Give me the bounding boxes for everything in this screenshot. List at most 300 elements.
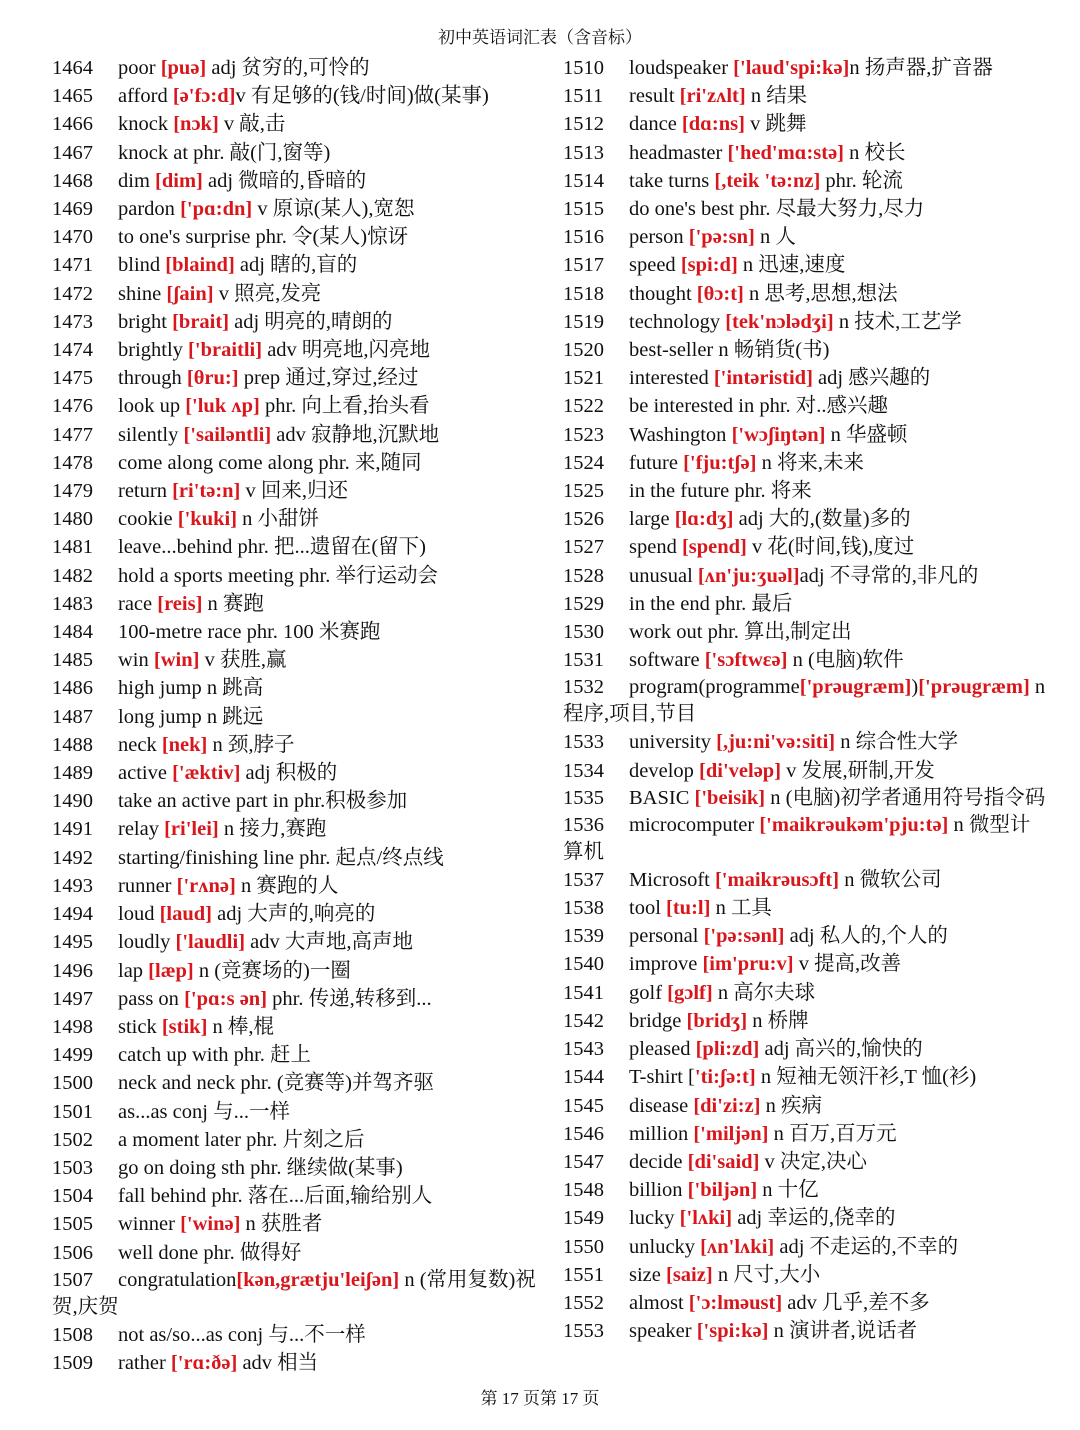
entry-number: 1484 — [52, 621, 93, 644]
vocab-entry — [563, 392, 1048, 420]
vocab-entry — [563, 54, 1048, 82]
entry-phonetic: [saiz] — [666, 1263, 713, 1286]
vocab-entry — [563, 1120, 1048, 1148]
entry-number: 1501 — [52, 1100, 93, 1123]
vocab-entry — [563, 477, 1048, 505]
entry-phonetic: ['sɔftwεə] — [704, 649, 788, 672]
entry-phonetic: ['maikrəukəm'pju:tə] — [759, 813, 949, 836]
entry-word: cookie — [118, 508, 178, 531]
entry-definition: n 校长 — [844, 141, 906, 164]
entry-number: 1545 — [563, 1094, 604, 1117]
entry-word: poor — [118, 57, 161, 79]
vocab-entry — [563, 139, 1048, 167]
vocab-entry — [52, 787, 552, 815]
vocab-entry — [52, 110, 552, 138]
entry-word: interested — [629, 367, 714, 390]
vocab-entry — [52, 505, 552, 533]
entry-definition: adj 明亮的,晴朗的 — [229, 310, 393, 333]
entry-number: 1547 — [563, 1150, 604, 1173]
vocab-entry — [52, 1098, 552, 1126]
entry-word: 100-metre race phr. 100 米赛跑 — [118, 621, 381, 644]
vocab-entry — [52, 1013, 552, 1041]
entry-word: work out phr. 算出,制定出 — [629, 621, 852, 644]
entry-word: golf — [629, 981, 668, 1004]
entry-number: 1499 — [52, 1044, 93, 1067]
entry-definition: adj 私人的,个人的 — [784, 925, 948, 948]
entry-number: 1510 — [563, 57, 604, 79]
entry-word: through — [118, 367, 187, 390]
entry-number: 1497 — [52, 987, 93, 1010]
entry-word: almost — [629, 1291, 689, 1314]
vocab-entry — [563, 82, 1048, 110]
entry-number: 1485 — [52, 649, 93, 672]
entry-phonetic: [ʃain] — [166, 282, 214, 305]
entry-number: 1469 — [52, 198, 93, 221]
entry-word: pleased — [629, 1038, 696, 1061]
vocab-entry — [52, 449, 552, 477]
entry-number: 1540 — [563, 953, 604, 976]
vocab-entry — [52, 928, 552, 956]
entry-number: 1530 — [563, 621, 604, 644]
entry-definition: n 将来,未来 — [756, 451, 865, 474]
entry-definition: n 疾病 — [760, 1094, 822, 1117]
entry-definition: n 工具 — [710, 897, 772, 920]
entry-definition: adj 大声的,响亮的 — [211, 903, 376, 926]
entry-phonetic: ['miljən] — [693, 1122, 769, 1145]
entry-definition: n 接力,赛跑 — [218, 818, 327, 841]
entry-definition: n 综合性大学 — [835, 731, 959, 754]
vocab-entry — [52, 533, 552, 561]
vocab-entry — [52, 1154, 552, 1182]
vocab-entry — [563, 1007, 1048, 1035]
entry-definition: n 迅速,速度 — [737, 254, 846, 277]
entry-number: 1465 — [52, 85, 93, 108]
vocab-entry — [563, 562, 1048, 590]
entry-number: 1531 — [563, 649, 604, 672]
entry-phonetic: ['biljən] — [687, 1179, 758, 1202]
entry-definition: n (竞赛场的)一圈 — [193, 959, 351, 982]
vocab-entry — [52, 1321, 552, 1349]
entry-word: catch up with phr. 赶上 — [118, 1044, 312, 1067]
vocab-entry — [563, 866, 1048, 894]
entry-word: race — [118, 592, 158, 615]
entry-number: 1521 — [563, 367, 604, 390]
vocab-entry — [52, 421, 552, 449]
entry-word: future — [629, 451, 684, 474]
entry-phonetic: [blaind] — [165, 254, 235, 277]
entry-word: microcomputer — [629, 813, 760, 836]
entry-number: 1541 — [563, 981, 604, 1004]
entry-phonetic: ['laudli] — [175, 931, 246, 954]
entry-phonetic: [puə] — [160, 57, 207, 79]
entry-number: 1507 — [52, 1268, 93, 1291]
entry-word: technology — [629, 310, 726, 333]
entry-number: 1533 — [563, 731, 604, 754]
entry-number: 1464 — [52, 57, 93, 79]
entry-phonetic: ['maikrəusɔft] — [714, 868, 840, 891]
entry-number: 1487 — [52, 705, 93, 728]
entry-word: return — [118, 480, 173, 503]
entry-number: 1506 — [52, 1241, 93, 1264]
entry-phonetic: [dim] — [155, 169, 203, 192]
entry-definition: v 跳舞 — [744, 113, 807, 136]
entry-phonetic: ['kuki] — [177, 508, 238, 531]
entry-number: 1551 — [563, 1263, 604, 1286]
vocab-entry — [563, 533, 1048, 561]
entry-definition: adj 不走运的,不幸的 — [774, 1235, 959, 1258]
vocab-entry — [563, 449, 1048, 477]
vocab-entry — [563, 280, 1048, 308]
entry-number: 1519 — [563, 310, 604, 333]
entry-word: decide — [629, 1150, 688, 1173]
entry-number: 1514 — [563, 169, 604, 192]
entry-phonetic: [tu:l] — [666, 897, 711, 920]
entry-word: unusual — [629, 564, 698, 587]
entry-phonetic: ['beisik] — [694, 786, 766, 809]
entry-number: 1512 — [563, 113, 604, 136]
entry-word: Washington — [629, 423, 732, 446]
entry-number: 1494 — [52, 903, 93, 926]
entry-definition: n 演讲者,说话者 — [768, 1320, 918, 1343]
vocab-entry — [52, 957, 552, 985]
vocab-entry — [52, 223, 552, 251]
entry-word: bright — [118, 310, 173, 333]
vocab-column-right — [563, 54, 1048, 1345]
entry-word: program(programme — [629, 676, 800, 699]
entry-word: long jump n 跳远 — [118, 705, 264, 728]
entry-word: dim — [118, 169, 156, 192]
vocab-entry — [52, 562, 552, 590]
entry-phonetic: [reis] — [157, 592, 203, 615]
entry-word: large — [629, 508, 675, 531]
vocab-entry — [52, 280, 552, 308]
entry-word: develop — [629, 759, 700, 782]
vocab-entry — [563, 1092, 1048, 1120]
entry-phonetic: [spi:d] — [680, 254, 738, 277]
entry-number: 1528 — [563, 564, 604, 587]
vocab-entry — [563, 757, 1048, 785]
entry-word: speed — [629, 254, 681, 277]
entry-definition: v 获胜,赢 — [199, 649, 287, 672]
entry-phonetic: ['sailəntli] — [183, 423, 272, 446]
entry-word: in the future phr. 将来 — [629, 480, 812, 503]
entry-number: 1498 — [52, 1015, 93, 1038]
vocab-entry — [563, 251, 1048, 279]
entry-number: 1525 — [563, 480, 604, 503]
entry-definition: v 原谅(某人),宽恕 — [252, 198, 415, 221]
entry-definition: adj 瞎的,盲的 — [234, 254, 358, 277]
entry-number: 1515 — [563, 198, 604, 221]
entry-word: unlucky — [629, 1235, 701, 1258]
vocab-entry — [563, 785, 1048, 812]
entry-word: active — [118, 762, 173, 785]
entry-number: 1504 — [52, 1185, 93, 1208]
entry-word: loudspeaker — [629, 57, 734, 79]
entry-phonetic: ['winə] — [180, 1213, 241, 1236]
vocab-entry — [52, 251, 552, 279]
vocab-entry — [563, 812, 1048, 866]
entry-definition: n 短袖无领汗衫,T 恤(衫) — [755, 1066, 977, 1089]
entry-number: 1486 — [52, 677, 93, 700]
entry-number: 1495 — [52, 931, 93, 954]
entry-definition: n 棒,棍 — [207, 1015, 275, 1038]
entry-definition: v 有足够的(钱/时间)做(某事) — [235, 85, 489, 108]
vocab-entry — [52, 364, 552, 392]
entry-number: 1542 — [563, 1009, 604, 1032]
vocab-entry — [52, 985, 552, 1013]
entry-number: 1483 — [52, 592, 93, 615]
entry-definition: v 发展,研制,开发 — [781, 759, 935, 782]
entry-phonetic: ['pɑ:s ən] — [184, 987, 268, 1010]
vocab-entry — [52, 1126, 552, 1154]
entry-word: improve — [629, 953, 703, 976]
vocab-entry — [52, 1267, 552, 1321]
entry-phonetic: ['æktiv] — [172, 762, 241, 785]
entry-number: 1552 — [563, 1291, 604, 1314]
entry-number: 1548 — [563, 1179, 604, 1202]
vocab-entry — [52, 167, 552, 195]
vocab-entry — [52, 674, 552, 702]
entry-word: lucky — [629, 1207, 680, 1230]
entry-number: 1529 — [563, 592, 604, 615]
entry-definition: n 人 — [754, 226, 796, 249]
entry-word: disease — [629, 1094, 694, 1117]
vocab-column-left — [52, 54, 552, 1377]
entry-phonetic: [im'pru:v] — [702, 953, 794, 976]
entry-number: 1488 — [52, 733, 93, 756]
entry-word: result — [629, 85, 680, 108]
entry-definition: v 决定,决心 — [759, 1150, 868, 1173]
vocab-entry — [52, 477, 552, 505]
entry-word: university — [629, 731, 717, 754]
entry-number: 1468 — [52, 169, 93, 192]
entry-phonetic: ['prəugræm] — [799, 676, 912, 699]
entry-definition: adv 几乎,差不多 — [782, 1291, 930, 1314]
entry-phonetic: [gɔlf] — [667, 981, 713, 1004]
entry-phonetic: ['luk ʌp] — [185, 395, 260, 418]
entry-word: as...as conj 与...一样 — [118, 1100, 290, 1123]
entry-definition: n (常用复数)祝贺,庆贺 — [52, 1268, 536, 1318]
vocab-entry — [563, 1035, 1048, 1063]
entry-number: 1509 — [52, 1351, 93, 1374]
entry-phonetic: ['rʌnə] — [176, 874, 236, 897]
vocab-entry — [52, 815, 552, 843]
vocab-entry — [563, 110, 1048, 138]
vocab-entry — [52, 872, 552, 900]
entry-word: pass on — [118, 987, 185, 1010]
entry-definition: adj 幸运的,侥幸的 — [732, 1207, 896, 1230]
entry-number: 1517 — [563, 254, 604, 277]
vocab-entry — [563, 1261, 1048, 1289]
entry-definition: n 十亿 — [757, 1179, 819, 1202]
entry-word: runner — [118, 874, 177, 897]
entry-number: 1526 — [563, 508, 604, 531]
entry-word: a moment later phr. 片刻之后 — [118, 1128, 365, 1151]
entry-word: in the end phr. 最后 — [629, 592, 793, 615]
entry-definition: n (电脑)初学者通用符号指令码 — [765, 786, 1046, 809]
entry-word: take turns — [629, 169, 715, 192]
entry-word: stick — [118, 1015, 162, 1038]
vocab-entry — [563, 1233, 1048, 1261]
entry-phonetic: [pli:zd] — [695, 1038, 760, 1061]
entry-definition: adj 微暗的,昏暗的 — [202, 169, 367, 192]
entry-word: headmaster — [629, 141, 728, 164]
vocab-entry — [52, 590, 552, 618]
vocab-entry — [52, 844, 552, 872]
entry-word: Microsoft — [629, 868, 715, 891]
entry-definition: ) — [911, 676, 919, 699]
entry-number: 1496 — [52, 959, 93, 982]
entry-word: pardon — [118, 198, 181, 221]
entry-phonetic: [θɔ:t] — [696, 282, 744, 305]
entry-phonetic: ['fju:tʃə] — [683, 451, 757, 474]
vocab-entry — [563, 223, 1048, 251]
entry-word: winner — [118, 1213, 181, 1236]
entry-number: 1490 — [52, 790, 93, 813]
entry-word: to one's surprise phr. 令(某人)惊讶 — [118, 226, 409, 249]
entry-phonetic: ['pə:sənl] — [703, 925, 785, 948]
entry-definition: n 思考,思想,想法 — [743, 282, 898, 305]
entry-definition: prep 通过,穿过,经过 — [238, 367, 419, 390]
entry-phonetic: ['pə:sn] — [688, 226, 755, 249]
entry-number: 1550 — [563, 1235, 604, 1258]
vocab-entry — [52, 759, 552, 787]
entry-word: silently — [118, 423, 184, 446]
vocab-entry — [563, 894, 1048, 922]
entry-phonetic: [bridʒ] — [686, 1009, 748, 1032]
entry-word: go on doing sth phr. 继续做(某事) — [118, 1156, 403, 1179]
entry-number: 1470 — [52, 226, 93, 249]
entry-word: billion — [629, 1179, 688, 1202]
entry-definition: v 照亮,发亮 — [213, 282, 322, 305]
entry-number: 1553 — [563, 1320, 604, 1343]
vocab-entry — [563, 195, 1048, 223]
entry-definition: n 高尔夫球 — [712, 981, 816, 1004]
vocab-entry — [563, 1317, 1048, 1345]
entry-definition: n 百万,百万元 — [768, 1122, 897, 1145]
entry-word: congratulation — [118, 1268, 237, 1291]
entry-word: fall behind phr. 落在...后面,输给别人 — [118, 1185, 433, 1208]
entry-definition: n 尺寸,大小 — [712, 1263, 821, 1286]
entry-phonetic: [di'veləp] — [699, 759, 782, 782]
entry-number: 1543 — [563, 1038, 604, 1061]
entry-number: 1500 — [52, 1072, 93, 1095]
entry-word: T-shirt [ — [629, 1066, 695, 1089]
entry-word: starting/finishing line phr. 起点/终点线 — [118, 846, 444, 869]
entry-number: 1482 — [52, 564, 93, 587]
entry-number: 1491 — [52, 818, 93, 841]
entry-word: come along come along phr. 来,随同 — [118, 451, 422, 474]
entry-definition: n 桥牌 — [747, 1009, 809, 1032]
vocab-entry — [563, 922, 1048, 950]
entry-number: 1516 — [563, 226, 604, 249]
entry-phonetic: ['pɑ:dn] — [180, 198, 253, 221]
entry-number: 1493 — [52, 874, 93, 897]
entry-word: loudly — [118, 931, 176, 954]
vocab-entry — [563, 505, 1048, 533]
entry-word: person — [629, 226, 689, 249]
entry-word: bridge — [629, 1009, 687, 1032]
entry-phonetic: [stik] — [161, 1015, 208, 1038]
entry-definition: n 小甜饼 — [237, 508, 320, 531]
entry-number: 1478 — [52, 451, 93, 474]
entry-number: 1505 — [52, 1213, 93, 1236]
vocab-entry — [563, 421, 1048, 449]
entry-word: well done phr. 做得好 — [118, 1241, 302, 1264]
entry-phonetic: [ʌn'ju:ʒuəl] — [697, 564, 800, 587]
entry-number: 1538 — [563, 897, 604, 920]
entry-word: hold a sports meeting phr. 举行运动会 — [118, 564, 439, 587]
vocab-entry — [52, 139, 552, 167]
entry-phonetic: ['lʌki] — [679, 1207, 733, 1230]
entry-number: 1481 — [52, 536, 93, 559]
entry-definition: n (电脑)软件 — [787, 649, 904, 672]
vocab-entry — [563, 1148, 1048, 1176]
entry-definition: v 花(时间,钱),度过 — [746, 536, 915, 559]
entry-number: 1536 — [563, 813, 604, 836]
vocab-entry — [52, 618, 552, 646]
entry-phonetic: [,teik 'tə:nz] — [714, 169, 821, 192]
entry-word: neck — [118, 733, 162, 756]
vocab-entry — [52, 308, 552, 336]
vocab-entry — [563, 590, 1048, 618]
entry-phonetic: ['braitli] — [188, 339, 263, 362]
entry-word: be interested in phr. 对..感兴趣 — [629, 395, 889, 418]
vocab-entry — [563, 728, 1048, 756]
entry-number: 1479 — [52, 480, 93, 503]
entry-phonetic: [ri'lei] — [164, 818, 219, 841]
entry-definition: n 赛跑的人 — [235, 874, 339, 897]
entry-definition: adv 相当 — [237, 1351, 319, 1374]
entry-phonetic: [win] — [153, 649, 200, 672]
entry-word: speaker — [629, 1320, 697, 1343]
entry-definition: n 赛跑 — [202, 592, 264, 615]
entry-phonetic: [spend] — [681, 536, 747, 559]
entry-number: 1508 — [52, 1323, 93, 1346]
entry-number: 1476 — [52, 395, 93, 418]
entry-definition: n 程序,项目,节目 — [563, 676, 1046, 726]
entry-word: size — [629, 1263, 666, 1286]
vocab-entry — [52, 1069, 552, 1097]
entry-number: 1513 — [563, 141, 604, 164]
entry-definition: v 回来,归还 — [240, 480, 348, 503]
entry-word: dance — [629, 113, 682, 136]
entry-number: 1503 — [52, 1156, 93, 1179]
vocab-entry — [52, 1210, 552, 1238]
entry-definition: n 颈,脖子 — [207, 733, 295, 756]
entry-number: 1549 — [563, 1207, 604, 1230]
entry-phonetic: [lɑ:dʒ] — [674, 508, 734, 531]
entry-phonetic: [tek'nɔlədʒi] — [725, 310, 834, 333]
vocab-entry — [563, 364, 1048, 392]
entry-word: loud — [118, 903, 160, 926]
entry-definition: n 结果 — [745, 85, 808, 108]
entry-phonetic: ['rɑ:ðə] — [170, 1351, 238, 1374]
entry-phonetic: [læp] — [148, 959, 194, 982]
entry-number: 1475 — [52, 367, 93, 390]
entry-phonetic: [ʌn'lʌki] — [700, 1235, 775, 1258]
entry-word: software — [629, 649, 705, 672]
entry-definition: adv 大声地,高声地 — [245, 931, 414, 954]
entry-phonetic: ['hed'mɑ:stə] — [727, 141, 845, 164]
entry-number: 1518 — [563, 282, 604, 305]
entry-definition: adj 不寻常的,非凡的 — [799, 564, 979, 587]
entry-number: 1534 — [563, 759, 604, 782]
entry-phonetic: [brait] — [172, 310, 230, 333]
entry-word: relay — [118, 818, 165, 841]
entry-word: spend — [629, 536, 682, 559]
entry-phonetic: [ri'zʌlt] — [679, 85, 746, 108]
